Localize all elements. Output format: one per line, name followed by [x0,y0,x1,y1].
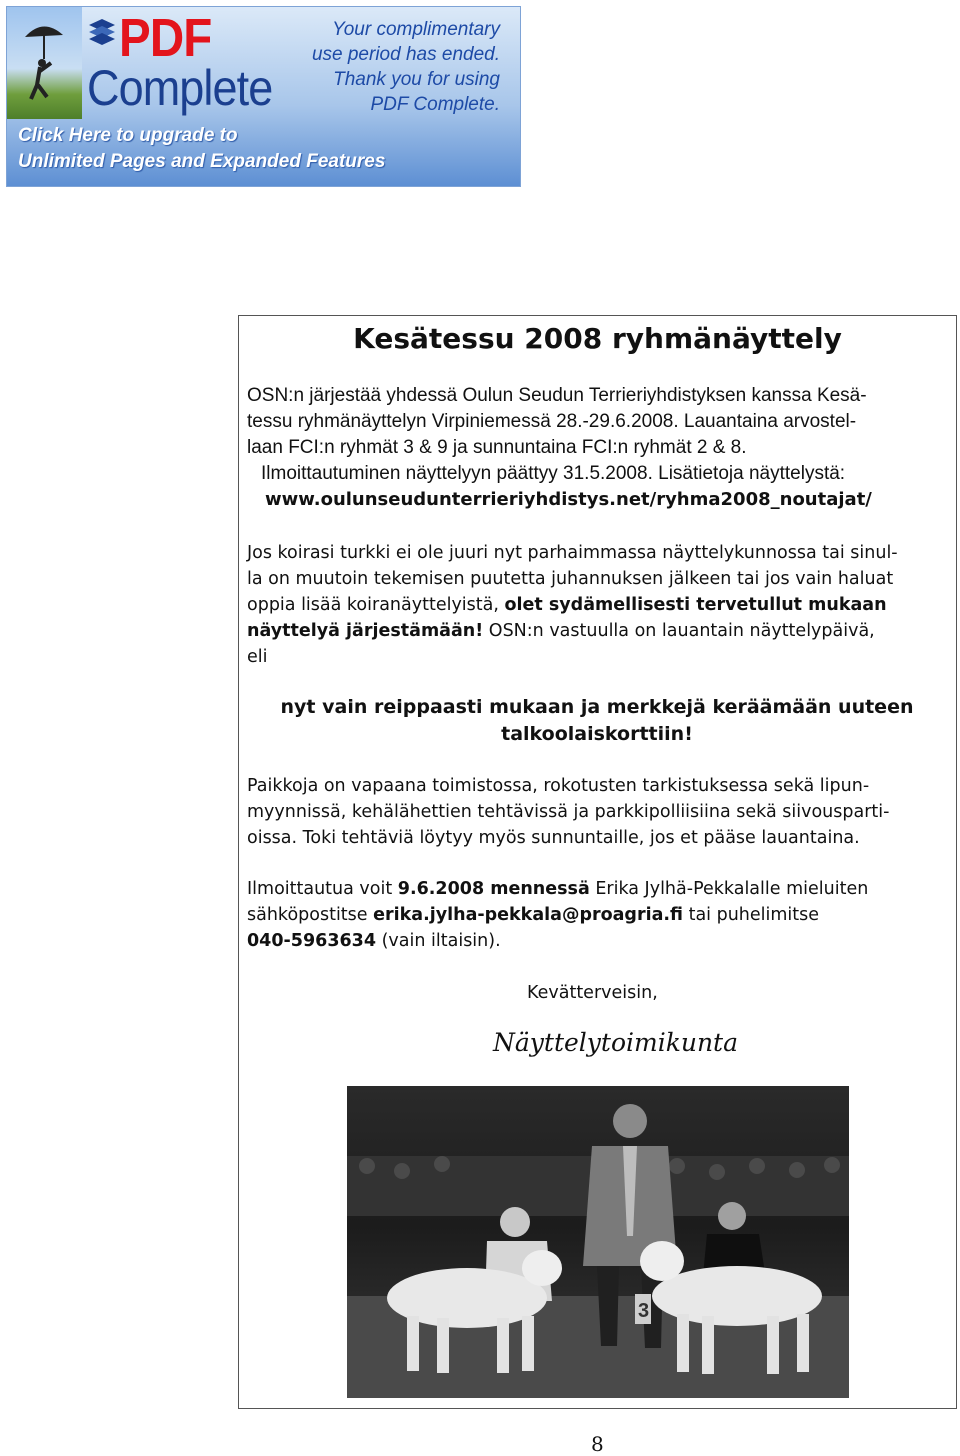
greeting: Kevätterveisin, [527,983,658,1003]
ring-number-sign: 3 [638,1300,650,1322]
contact-phone: 040-5963634 [247,931,377,951]
intro-paragraph: OSN:n järjestää yhdessä Oulun Seudun Terrieriyhdistyksen kanssa Kesä- tessu ryhmänäyttelyn Virpiniemessä 28.-29.6.2008. Lauantaina arvostel- laan FCI:n ryhmät 3 & 9 ja sunnuntaina FCI:n ryhmät 2 & 8. Ilmoittautuminen näyttelyyn päättyy 31.5.2008. Lisätietoja näyttelystä: www.oulunseudunterrieriyhdistys.net/ryhma2008_noutajat/ [247,383,947,513]
brand-complete: Complete [87,60,273,116]
event-url-link[interactable]: www.oulunseudunterrieriyhdistys.net/ryhma2008_noutajat/ [265,489,872,510]
expired-message: Your complimentary use period has ended. Thank you for using PDF Complete. [311,19,500,115]
deadline: 9.6.2008 mennessä [397,879,590,899]
upgrade-link[interactable]: Click Here to upgrade to Unlimited Pages and Expanded Features [18,125,386,172]
page-number: 8 [591,1432,604,1456]
upgrade-banner[interactable] [6,6,521,187]
invitation-paragraph: Jos koirasi turkki ei ole juuri nyt parhaimmassa näyttelykunnossa tai sinul- la on muutoin tekemisen puutetta juhannuksen jälkeen tai jos vain haluat oppia lisää koiranäyttelyistä, olet sydämellisesti tervetullut mukaan näyttelyä järjestämään! OSN:n vastuulla on lauantain näyttelypäivä, eli [247,543,898,667]
signature: Näyttelytoimikunta [493,1028,739,1057]
contact-email-link[interactable]: erika.jylha-pekkala@proagria.fi [373,905,684,925]
article-title: Kesätessu 2008 ryhmänäyttely [353,322,842,355]
dog-show-photo-image [347,1086,849,1398]
highlight-paragraph: nyt vain reippaasti mukaan ja merkkejä keräämään uuteen talkoolaiskorttiin! [280,696,914,745]
banner-photo [7,7,82,119]
dog-show-photo [347,1086,849,1398]
contact-paragraph: Ilmoittautua voit 9.6.2008 mennessä Erika Jylhä-Pekkalalle mieluiten sähköpostitse erika.jylha-pekkala@proagria.fi tai puhelimitse 040-5963634 (vain iltaisin). [247,879,869,951]
brand-pdf: PDF [119,8,212,68]
pdf-logo-icon [87,19,117,59]
volunteer-paragraph: Paikkoja on vapaana toimistossa, rokotusten tarkistuksessa sekä lipun- myynnissä, kehälähettien tehtävissä ja parkkipolliisiina sekä siivousparti- oissa. Toki tehtäviä löytyy myös sunnuntaille, jos et pääse lauantaina. [247,776,890,848]
umbrella-man-icon [7,7,82,119]
